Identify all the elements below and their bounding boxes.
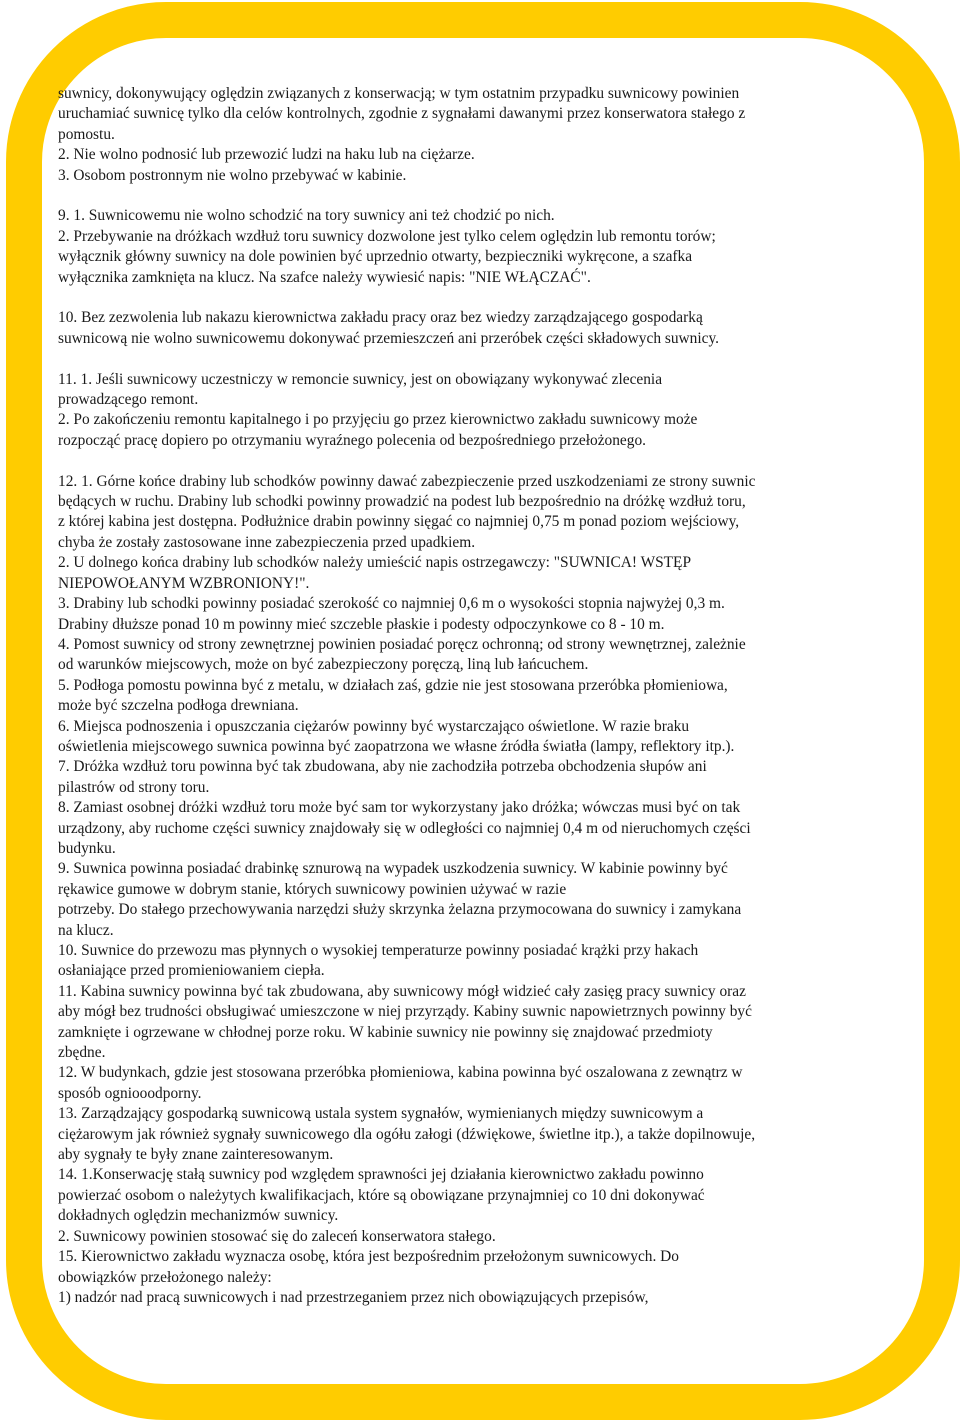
text-line: rozpocząć pracę dopiero po otrzymaniu wyraźnego polecenia od bezpośredniego przełożonego. [58,431,647,449]
text-line: na klucz. [58,921,114,939]
text-line: chyba że zostały zastosowane inne zabezpieczenia przed upadkiem. [58,533,476,551]
text-line: 12. W budynkach, gdzie jest stosowana przeróbka płomieniowa, kabina powinna być oszalowana z zewnątrz w [58,1064,743,1082]
text-line: zamknięte i ogrzewane w chłodnej porze roku. W kabinie suwnicy nie powinny się znajdować przedmioty [58,1023,713,1041]
block-3 [58,308,878,349]
text-line: potrzeby. Do stałego przechowywania narzędzi służy skrzynka żelazna przymocowana do suwnicy i zamykana [58,901,742,919]
text-line: oświetlenia miejscowego suwnica powinna być zaopatrzona we własne źródła światła (lampy, reflektory itp.). [58,737,735,755]
text-line: 9. 1. Suwnicowemu nie wolno schodzić na tory suwnicy ani też chodzić po nich. [58,207,555,225]
text-line: 2. U dolnego końca drabiny lub schodków należy umieścić napis ostrzegawczy: "SUWNICA! WSTĘP [58,554,692,572]
text-line: 2. Po zakończeniu remontu kapitalnego i po przyjęciu go przez kierownictwo zakładu suwnicowy może [58,411,698,429]
text-line: 15. Kierownictwo zakładu wyznacza osobę, która jest bezpośrednim przełożonym suwnicowych. Do [58,1248,679,1266]
text-line: 10. Bez zezwolenia lub nakazu kierownictwa zakładu pracy oraz bez wiedzy zarządzającego gospodarką [58,309,703,327]
text-line: uruchamiać suwnicę tylko dla celów kontrolnych, zgodnie z sygnałami dawanymi przez konserwatora stałego z [58,105,746,123]
text-line: wyłącznik główny suwnicy na dole powinien być uprzednio otwarty, bezpieczniki wykręcone, a szafka [58,248,693,266]
text-line: od warunków miejscowych, może on być zabezpieczony poręczą, liną lub łańcuchem. [58,656,589,674]
text-line: 2. Suwnicowy powinien stosować się do zaleceń konserwatora stałego. [58,1227,496,1245]
block-1 [58,84,878,186]
text-line: Drabiny dłuższe ponad 10 m powinny mieć szczeble płaskie i podesty odpoczynkowe co 8 - 10 m. [58,615,665,633]
text-line: 3. Drabiny lub schodki powinny posiadać szerokość co najmniej 0,6 m o wysokości stopnia najwyżej 0,3 m. [58,595,725,613]
text-line: 2. Nie wolno podnosić lub przewozić ludzi na haku lub na ciężarze. [58,146,475,164]
document-body [58,84,878,1308]
text-line: 3. Osobom postronnym nie wolno przebywać w kabinie. [58,166,407,184]
text-line: 5. Podłoga pomostu powinna być z metalu, w działach zaś, gdzie nie jest stosowana przeróbka płomieniowa, [58,676,728,694]
text-line: 7. Dróżka wzdłuż toru powinna być tak zbudowana, aby nie zachodziła potrzeba obchodzenia słupów ani [58,758,707,776]
text-line: z której kabina jest dostępna. Podłużnice drabin powinny sięgać co najmniej 0,75 m ponad poziom wejściowy, [58,513,740,531]
block-2 [58,206,878,288]
text-line: dokładnych oględzin mechanizmów suwnicy. [58,1207,339,1225]
text-line: 13. Zarządzający gospodarką suwnicową ustala system sygnałów, wymienianych między suwnicowym a [58,1105,704,1123]
text-line: NIEPOWOŁANYM WZBRONIONY!". [58,574,310,592]
text-line: ciężarowym jak również sygnały suwnicowego dla ogółu załogi (dźwiękowe, świetlne itp.), a także dopilnowuje, [58,1125,756,1143]
text-line: 10. Suwnice do przewozu mas płynnych o wysokiej temperaturze powinny posiadać krążki przy hakach [58,942,699,959]
text-line: 2. Przebywanie na dróżkach wzdłuż toru suwnicy dozwolone jest tylko celem oględzin lub remontu torów; [58,227,716,245]
text-line: pilastrów od strony toru. [58,778,210,796]
text-line: 14. 1.Konserwację stałą suwnicy pod względem sprawności jej działania kierownictwo zakładu powinno [58,1166,704,1184]
text-line: 12. 1. Górne końce drabiny lub schodków powinny dawać zabezpieczenie przed uszkodzeniami ze strony suwnic [58,472,756,490]
text-line: rękawice gumowe w dobrym stanie, których suwnicowy powinien używać w razie [58,880,567,898]
text-line: 11. 1. Jeśli suwnicowy uczestniczy w remoncie suwnicy, jest on obowiązany wykonywać zlecenia [58,370,663,388]
text-line: powierzać osobom o należytych kwalifikacjach, które są obowiązane przynajmniej co 10 dni dokonywać [58,1186,705,1204]
text-line: suwnicy, dokonywujący oględzin związanych z konserwacją; w tym ostatnim przypadku suwnicowy powinien [58,85,740,102]
text-line: 6. Miejsca podnoszenia i opuszczania ciężarów powinny być wystarczająco oświetlone. W razie braku [58,717,690,735]
text-line: prowadzącego remont. [58,391,199,409]
text-line: budynku. [58,839,116,857]
paragraph-gap [58,349,878,369]
text-line: 1) nadzór nad pracą suwnicowych i nad przestrzeganiem przez nich obowiązujących przepisów, [58,1288,649,1306]
text-line: 8. Zamiast osobnej dróżki wzdłuż toru może być sam tor wykorzystany jako dróżka; wówczas musi być on tak [58,799,741,817]
text-line: 9. Suwnica powinna posiadać drabinkę sznurową na wypadek uszkodzenia suwnicy. W kabinie powinny być [58,860,728,878]
text-line: 11. Kabina suwnicy powinna być tak zbudowana, aby suwnicowy mógł widzieć cały zasięg pracy suwnicy oraz [58,982,746,1000]
text-line: aby sygnały te były znane zainteresowanym. [58,1146,334,1164]
text-line: będących w ruchu. Drabiny lub schodki powinny prowadzić na podest lub bezpośrednio na dróżkę wzdłuż toru, [58,493,746,511]
text-line: może być szczelna podłoga drewniana. [58,697,299,715]
text-line: obowiązków przełożonego należy: [58,1268,272,1286]
text-line: 4. Pomost suwnicy od strony zewnętrznej powinien posiadać poręcz ochronną; od strony wewnętrznej, zależnie [58,635,746,653]
text-line: pomostu. [58,125,115,143]
paragraph-gap [58,288,878,308]
text-line: urządzony, aby ruchome części suwnicy znajdowały się w odległości co najmniej 0,4 m od nieruchomych części [58,819,751,837]
block-4 [58,370,878,452]
paragraph-gap [58,186,878,206]
text-line: zbędne. [58,1044,106,1062]
text-line: osłaniające przed promieniowaniem ciepła. [58,962,325,980]
paragraph-gap [58,451,878,471]
text-line: sposób ogniooodporny. [58,1084,202,1102]
text-line: wyłącznika zamknięta na klucz. Na szafce należy wywiesić napis: "NIE WŁĄCZAĆ". [58,268,591,286]
text-line: suwnicową nie wolno suwnicowemu dokonywać przemieszczeń ani przeróbek części składowych suwnicy. [58,329,720,347]
block-5 [58,472,878,1309]
text-line: aby mógł bez trudności obsługiwać umieszczone w niej przyrządy. Kabiny suwnic napowietrznych powinny być [58,1003,752,1021]
